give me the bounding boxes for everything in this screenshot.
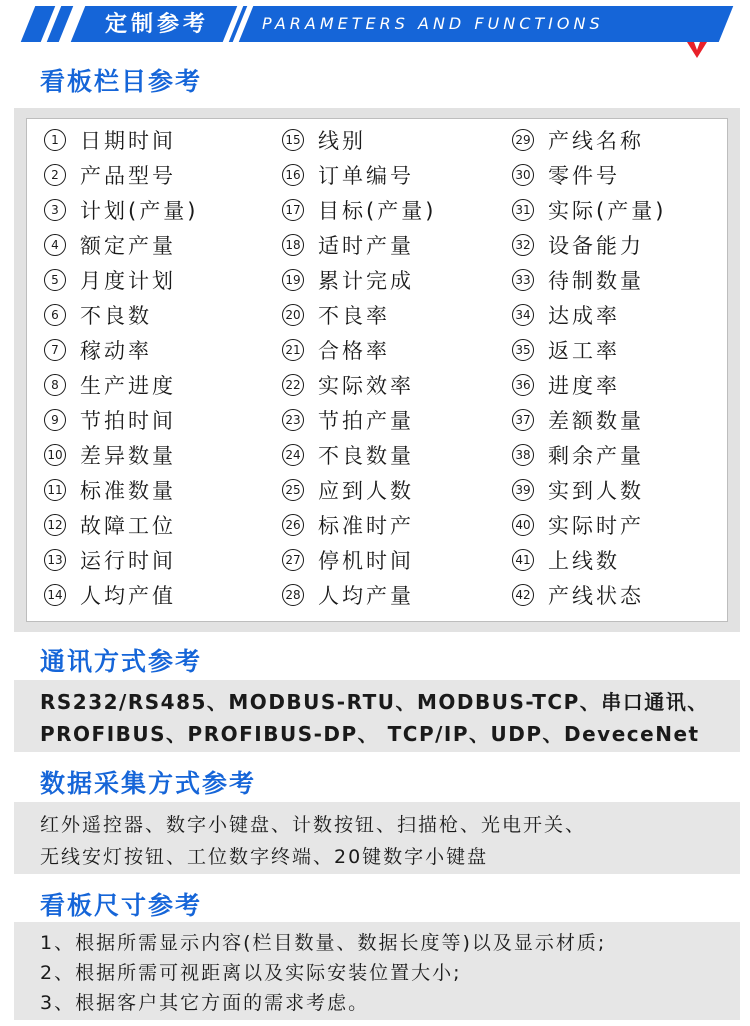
board-item [44,157,274,192]
item-label: 设备能力 [548,233,644,258]
item-number-badge: 11 [44,479,66,501]
item-number-badge: 28 [282,584,304,606]
board-item [512,157,742,192]
banner-title: 定制参考 [104,12,209,37]
board-item [282,542,512,577]
item-number-badge: 16 [282,164,304,186]
item-label: 不良率 [318,303,390,328]
item-label: 额定产量 [80,233,176,258]
item-label: 故障工位 [80,513,176,538]
item-label: 节拍产量 [318,408,414,433]
item-label: 节拍时间 [80,408,176,433]
comm-line-2: PROFIBUS、PROFIBUS-DP、 TCP/IP、UDP、DeveceNet [40,722,700,746]
banner-subtitle: PARAMETERS AND FUNCTIONS [262,14,604,33]
board-item [512,367,742,402]
item-label: 产线名称 [548,128,644,153]
item-number-badge: 30 [512,164,534,186]
item-number-badge: 31 [512,199,534,221]
board-item [44,297,274,332]
item-number-badge: 24 [282,444,304,466]
item-label: 生产进度 [80,373,176,398]
item-number-badge: 42 [512,584,534,606]
board-column-2 [282,122,512,612]
item-number-badge: 13 [44,549,66,571]
item-label: 不良数 [80,303,152,328]
item-label: 上线数 [548,548,620,573]
item-number-badge: 3 [44,199,66,221]
item-label: 停机时间 [318,548,414,573]
board-item [44,227,274,262]
item-number-badge: 9 [44,409,66,431]
board-item [44,577,274,612]
board-item [512,437,742,472]
board-item [44,472,274,507]
item-label: 返工率 [548,338,620,363]
comm-line-1: RS232/RS485、MODBUS-RTU、MODBUS-TCP、串口通讯、 [40,690,709,714]
board-item [44,542,274,577]
item-label: 人均产量 [318,583,414,608]
size-line-3: 3、根据客户其它方面的需求考虑。 [40,992,370,1014]
item-number-badge: 39 [512,479,534,501]
item-number-badge: 15 [282,129,304,151]
item-number-badge: 7 [44,339,66,361]
board-item [44,262,274,297]
board-item [512,542,742,577]
size-line-1: 1、根据所需显示内容(栏目数量、数据长度等)以及显示材质; [40,932,607,954]
item-number-badge: 40 [512,514,534,536]
board-item [512,297,742,332]
item-number-badge: 35 [512,339,534,361]
board-item [512,227,742,262]
item-number-badge: 38 [512,444,534,466]
board-item [282,402,512,437]
item-number-badge: 1 [44,129,66,151]
item-label: 实际时产 [548,513,644,538]
board-item [282,122,512,157]
item-number-badge: 10 [44,444,66,466]
board-item [282,577,512,612]
board-item [44,402,274,437]
item-number-badge: 25 [282,479,304,501]
section-title-data: 数据采集方式参考 [40,769,257,798]
board-item [282,437,512,472]
item-label: 产品型号 [80,163,176,188]
board-item [282,297,512,332]
item-label: 差额数量 [548,408,644,433]
item-number-badge: 18 [282,234,304,256]
item-number-badge: 2 [44,164,66,186]
item-label: 人均产值 [80,583,176,608]
board-item [512,192,742,227]
item-label: 月度计划 [80,268,176,293]
item-label: 日期时间 [80,128,176,153]
item-label: 达成率 [548,303,620,328]
board-item [44,367,274,402]
board-item [44,437,274,472]
board-item [512,402,742,437]
board-item [512,472,742,507]
item-label: 产线状态 [548,583,644,608]
item-label: 目标(产量) [318,198,437,223]
item-label: 稼动率 [80,338,152,363]
item-label: 差异数量 [80,443,176,468]
item-label: 进度率 [548,373,620,398]
item-label: 线别 [318,128,366,153]
header-banner [0,0,750,60]
item-label: 零件号 [548,163,620,188]
item-label: 待制数量 [548,268,644,293]
item-label: 实到人数 [548,478,644,503]
item-label: 实际效率 [318,373,414,398]
item-number-badge: 41 [512,549,534,571]
chevron-down-icon [686,38,708,60]
item-label: 合格率 [318,338,390,363]
item-number-badge: 32 [512,234,534,256]
size-line-2: 2、根据所需可视距离以及实际安装位置大小; [40,962,462,984]
item-label: 实际(产量) [548,198,667,223]
board-item [512,577,742,612]
item-number-badge: 23 [282,409,304,431]
board-item [282,227,512,262]
board-item [512,262,742,297]
board-item [282,367,512,402]
board-item [512,122,742,157]
board-item [44,192,274,227]
section-title-comm: 通讯方式参考 [40,647,203,676]
board-item [282,192,512,227]
item-number-badge: 27 [282,549,304,571]
board-item [44,122,274,157]
item-number-badge: 36 [512,374,534,396]
item-number-badge: 29 [512,129,534,151]
item-number-badge: 5 [44,269,66,291]
item-label: 运行时间 [80,548,176,573]
item-number-badge: 12 [44,514,66,536]
item-number-badge: 26 [282,514,304,536]
data-line-1: 红外遥控器、数字小键盘、计数按钮、扫描枪、光电开关、 [40,814,587,836]
board-item [282,332,512,367]
board-column-1 [44,122,274,612]
item-label: 剩余产量 [548,443,644,468]
section-title-board: 看板栏目参考 [40,67,203,96]
item-number-badge: 33 [512,269,534,291]
board-item [44,332,274,367]
item-number-badge: 37 [512,409,534,431]
item-label: 订单编号 [318,163,414,188]
board-item [44,507,274,542]
item-label: 累计完成 [318,268,414,293]
item-number-badge: 34 [512,304,534,326]
item-number-badge: 14 [44,584,66,606]
item-label: 应到人数 [318,478,414,503]
item-number-badge: 4 [44,234,66,256]
board-item [282,507,512,542]
item-number-badge: 20 [282,304,304,326]
item-label: 标准时产 [318,513,414,538]
item-number-badge: 21 [282,339,304,361]
item-number-badge: 22 [282,374,304,396]
section-title-size: 看板尺寸参考 [40,891,203,920]
item-number-badge: 17 [282,199,304,221]
board-item [282,262,512,297]
data-line-2: 无线安灯按钮、工位数字终端、20键数字小键盘 [40,846,489,868]
board-item [512,507,742,542]
item-number-badge: 8 [44,374,66,396]
item-number-badge: 6 [44,304,66,326]
board-item [282,157,512,192]
item-label: 标准数量 [80,478,176,503]
item-label: 适时产量 [318,233,414,258]
item-label: 计划(产量) [80,198,199,223]
board-item [512,332,742,367]
item-label: 不良数量 [318,443,414,468]
board-column-3 [512,122,742,612]
board-item [282,472,512,507]
item-number-badge: 19 [282,269,304,291]
